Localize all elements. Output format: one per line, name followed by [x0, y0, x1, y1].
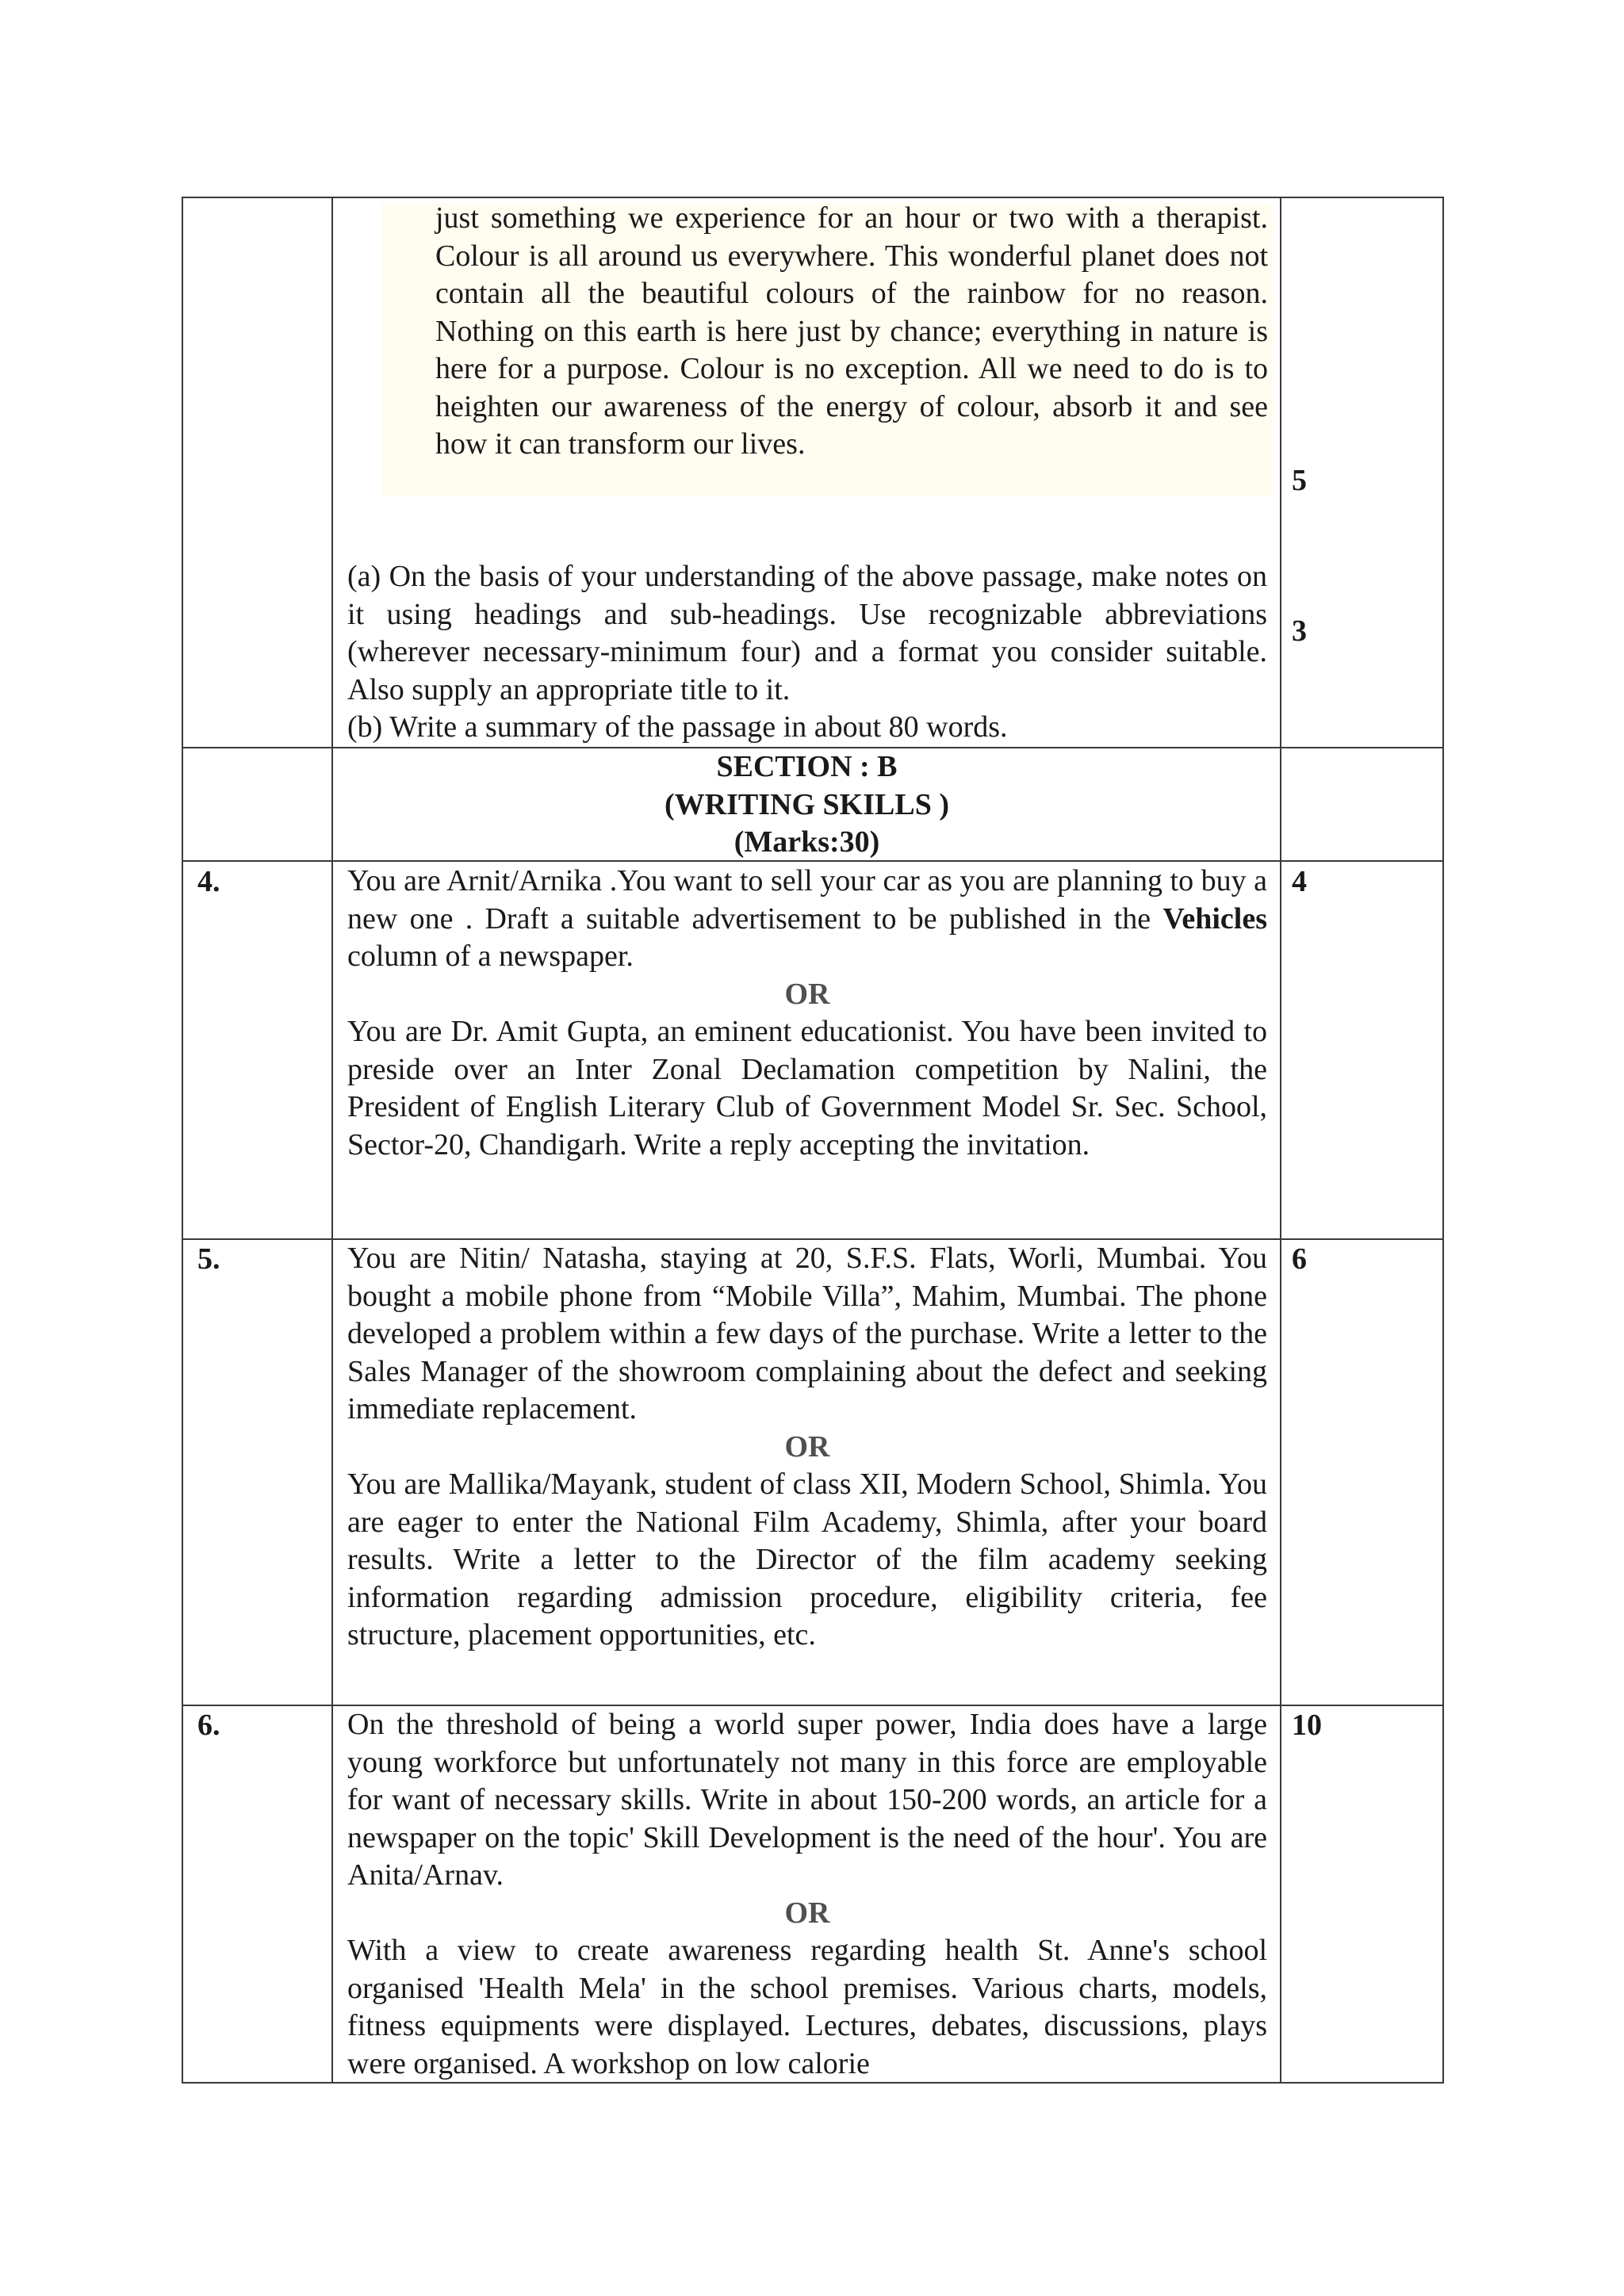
question-6-part1: On the threshold of being a world super power, India does have a large young workforce but unfortunately not many in this force are employable for want of necessary skills. Write in about 150-200 words, an article for a newspaper on the topic' Skill Development is the need of the hour'. You are Anita/Arnav.	[347, 1708, 1267, 1892]
or-divider: OR	[784, 1429, 830, 1464]
column-divider	[331, 198, 333, 2082]
section-subtitle: (WRITING SKILLS )	[665, 787, 949, 821]
question-5-text	[347, 1240, 1267, 1655]
passage-mark: 5	[1292, 464, 1307, 497]
question-4-part2: You are Dr. Amit Gupta, an eminent educationist. You have been invited to preside over an Inter Zonal Declamation competition by Nalini, the President of English Literary Club of Government Model Sr. Sec. School, Sector-20, Chandigarh. Write a reply accepting the invitation.	[347, 1015, 1267, 1161]
column-divider	[1280, 198, 1281, 2082]
or-divider: OR	[784, 1896, 830, 1930]
question-5-part1: You are Nitin/ Natasha, staying at 20, S.F.S. Flats, Worli, Mumbai. You bought a mobile phone from “Mobile Villa”, Mahim, Mumbai. The phone developed a problem within a few days of the purchase. Write a letter to the Sales Manager of the showroom complaining about the defect and seeking immediate replacement.	[347, 1242, 1267, 1425]
section-header	[334, 748, 1280, 862]
section-title: SECTION : B	[716, 750, 898, 783]
question-4-part1: You are Arnit/Arnika .You want to sell your car as you are planning to buy a new one . Draft a suitable advertisement to be published in the	[347, 864, 1267, 936]
question-number: 4.	[197, 865, 220, 898]
question-a: (a) On the basis of your understanding of the above passage, make notes on it using headings and sub-headings. Use recognizable abbreviations (wherever necessary-minimum four) and a format you consider suitable. Also supply an appropriate title to it.	[347, 560, 1267, 706]
question-6-mark: 10	[1292, 1709, 1322, 1742]
question-5-mark: 6	[1292, 1242, 1307, 1276]
question-4-bold-term: Vehicles	[1162, 901, 1267, 936]
question-4-part1-end: column of a newspaper.	[347, 939, 634, 973]
question-4-mark: 4	[1292, 865, 1307, 898]
question-4-text	[347, 863, 1267, 1164]
or-divider: OR	[784, 977, 830, 1011]
question-number: 6.	[197, 1709, 220, 1742]
question-a-mark: 3	[1292, 614, 1307, 648]
question-b: (b) Write a summary of the passage in about 80 words.	[347, 710, 1008, 744]
question-6-text	[347, 1706, 1267, 2083]
passage-text: just something we experience for an hour or two with a therapist. Colour is all around us everywhere. This wonderful planet does not contain all the beautiful colours of the rainbow for no reason. Nothing on this earth is here just by chance; everything in nature is here for a purpose. Colour is no exception. All we need to do is to heighten our awareness of the energy of colour, absorb it and see how it can transform our lives.	[435, 201, 1268, 461]
question-paper-table	[182, 197, 1444, 2084]
question-5-part2: You are Mallika/Mayank, student of class XII, Modern School, Shimla. You are eager to enter the National Film Academy, Shimla, after your board results. Write a letter to the Director of the film academy seeking information regarding admission procedure, eligibility criteria, fee structure, placement opportunities, etc.	[347, 1468, 1267, 1651]
question-number: 5.	[197, 1242, 220, 1276]
section-marks: (Marks:30)	[733, 825, 880, 859]
question-6-part2: With a view to create awareness regarding health St. Anne's school organised 'Health Mela' in the school premises. Various charts, models, fitness equipments were displayed. Lectures, debates, discussions, plays were organised. A workshop on low calorie	[347, 1934, 1267, 2080]
